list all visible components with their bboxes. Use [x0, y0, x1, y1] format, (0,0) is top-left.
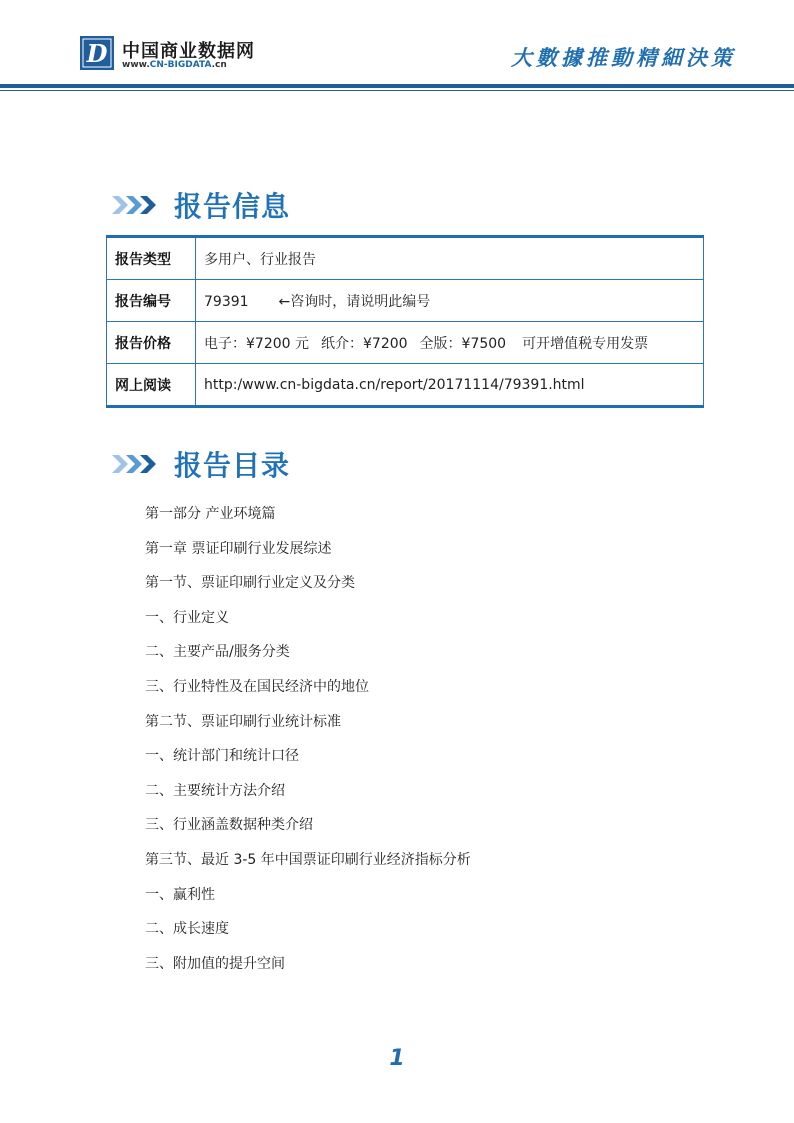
toc-item: 第一章 票证印刷行业发展综述 — [145, 540, 332, 557]
row-label: 网上阅读 — [107, 364, 196, 407]
toc-item: 三、附加值的提升空间 — [145, 955, 285, 972]
chevron-right-icon — [112, 453, 162, 475]
section-title: 报告目录 — [174, 449, 291, 482]
toc-item: 一、行业定义 — [145, 609, 229, 626]
chevron-right-icon — [112, 194, 162, 216]
read-online-link[interactable]: http:/www.cn-bigdata.cn/report/20171114/79391.html — [196, 364, 704, 407]
header-divider-thin — [0, 90, 794, 91]
toc-item: 第二节、票证印刷行业统计标准 — [145, 713, 341, 730]
table-row — [107, 364, 704, 407]
toc-item: 二、主要统计方法介绍 — [145, 782, 285, 799]
report-number: 79391 — [204, 293, 249, 310]
row-value: 多用户、行业报告 — [196, 237, 704, 280]
page-number: 1 — [389, 1046, 405, 1071]
header-divider — [0, 84, 794, 88]
brand-url-prefix: www. — [122, 60, 150, 70]
svg-text:D: D — [86, 39, 108, 68]
row-label: 报告编号 — [107, 280, 196, 322]
toc-item: 第一节、票证印刷行业定义及分类 — [145, 575, 355, 592]
brand-url — [122, 60, 227, 70]
price-paper: 纸介：¥7200 — [321, 335, 408, 352]
brand-name: 中国商业数据网 — [122, 41, 255, 62]
invoice-note: 可开增值税专用发票 — [522, 335, 649, 352]
price-electronic: 电子：¥7200 元 — [204, 335, 309, 352]
page-header — [0, 0, 794, 92]
price-cell — [196, 322, 704, 364]
row-label: 报告价格 — [107, 322, 196, 364]
table-row — [107, 280, 704, 322]
report-number-cell — [196, 280, 704, 322]
toc-item: 三、行业涵盖数据种类介绍 — [145, 817, 313, 834]
brand-url-main: CN-BIGDATA — [149, 60, 212, 70]
logo-icon — [80, 36, 114, 70]
brand-url-suffix: .cn — [211, 60, 227, 70]
table-of-contents — [145, 503, 471, 987]
toc-item: 二、成长速度 — [145, 921, 229, 938]
toc-item: 一、赢利性 — [145, 886, 215, 903]
report-info-table — [106, 235, 704, 408]
section-title: 报告信息 — [174, 190, 291, 223]
row-label: 报告类型 — [107, 237, 196, 280]
toc-item: 三、行业特性及在国民经济中的地位 — [145, 678, 369, 695]
report-info-heading — [112, 185, 290, 225]
table-row — [107, 322, 704, 364]
toc-item: 第一部分 产业环境篇 — [145, 506, 276, 522]
table-row — [107, 237, 704, 280]
toc-item: 第三节、最近 3-5 年中国票证印刷行业经济指标分析 — [145, 851, 471, 868]
toc-item: 一、统计部门和统计口径 — [145, 748, 299, 765]
price-full: 全版：¥7500 — [419, 335, 507, 352]
report-number-note: ←咨询时，请说明此编号 — [278, 293, 431, 310]
toc-item: 二、主要产品/服务分类 — [145, 644, 290, 661]
slogan: 大數據推動精細決策 — [511, 45, 736, 70]
toc-heading — [112, 444, 290, 484]
